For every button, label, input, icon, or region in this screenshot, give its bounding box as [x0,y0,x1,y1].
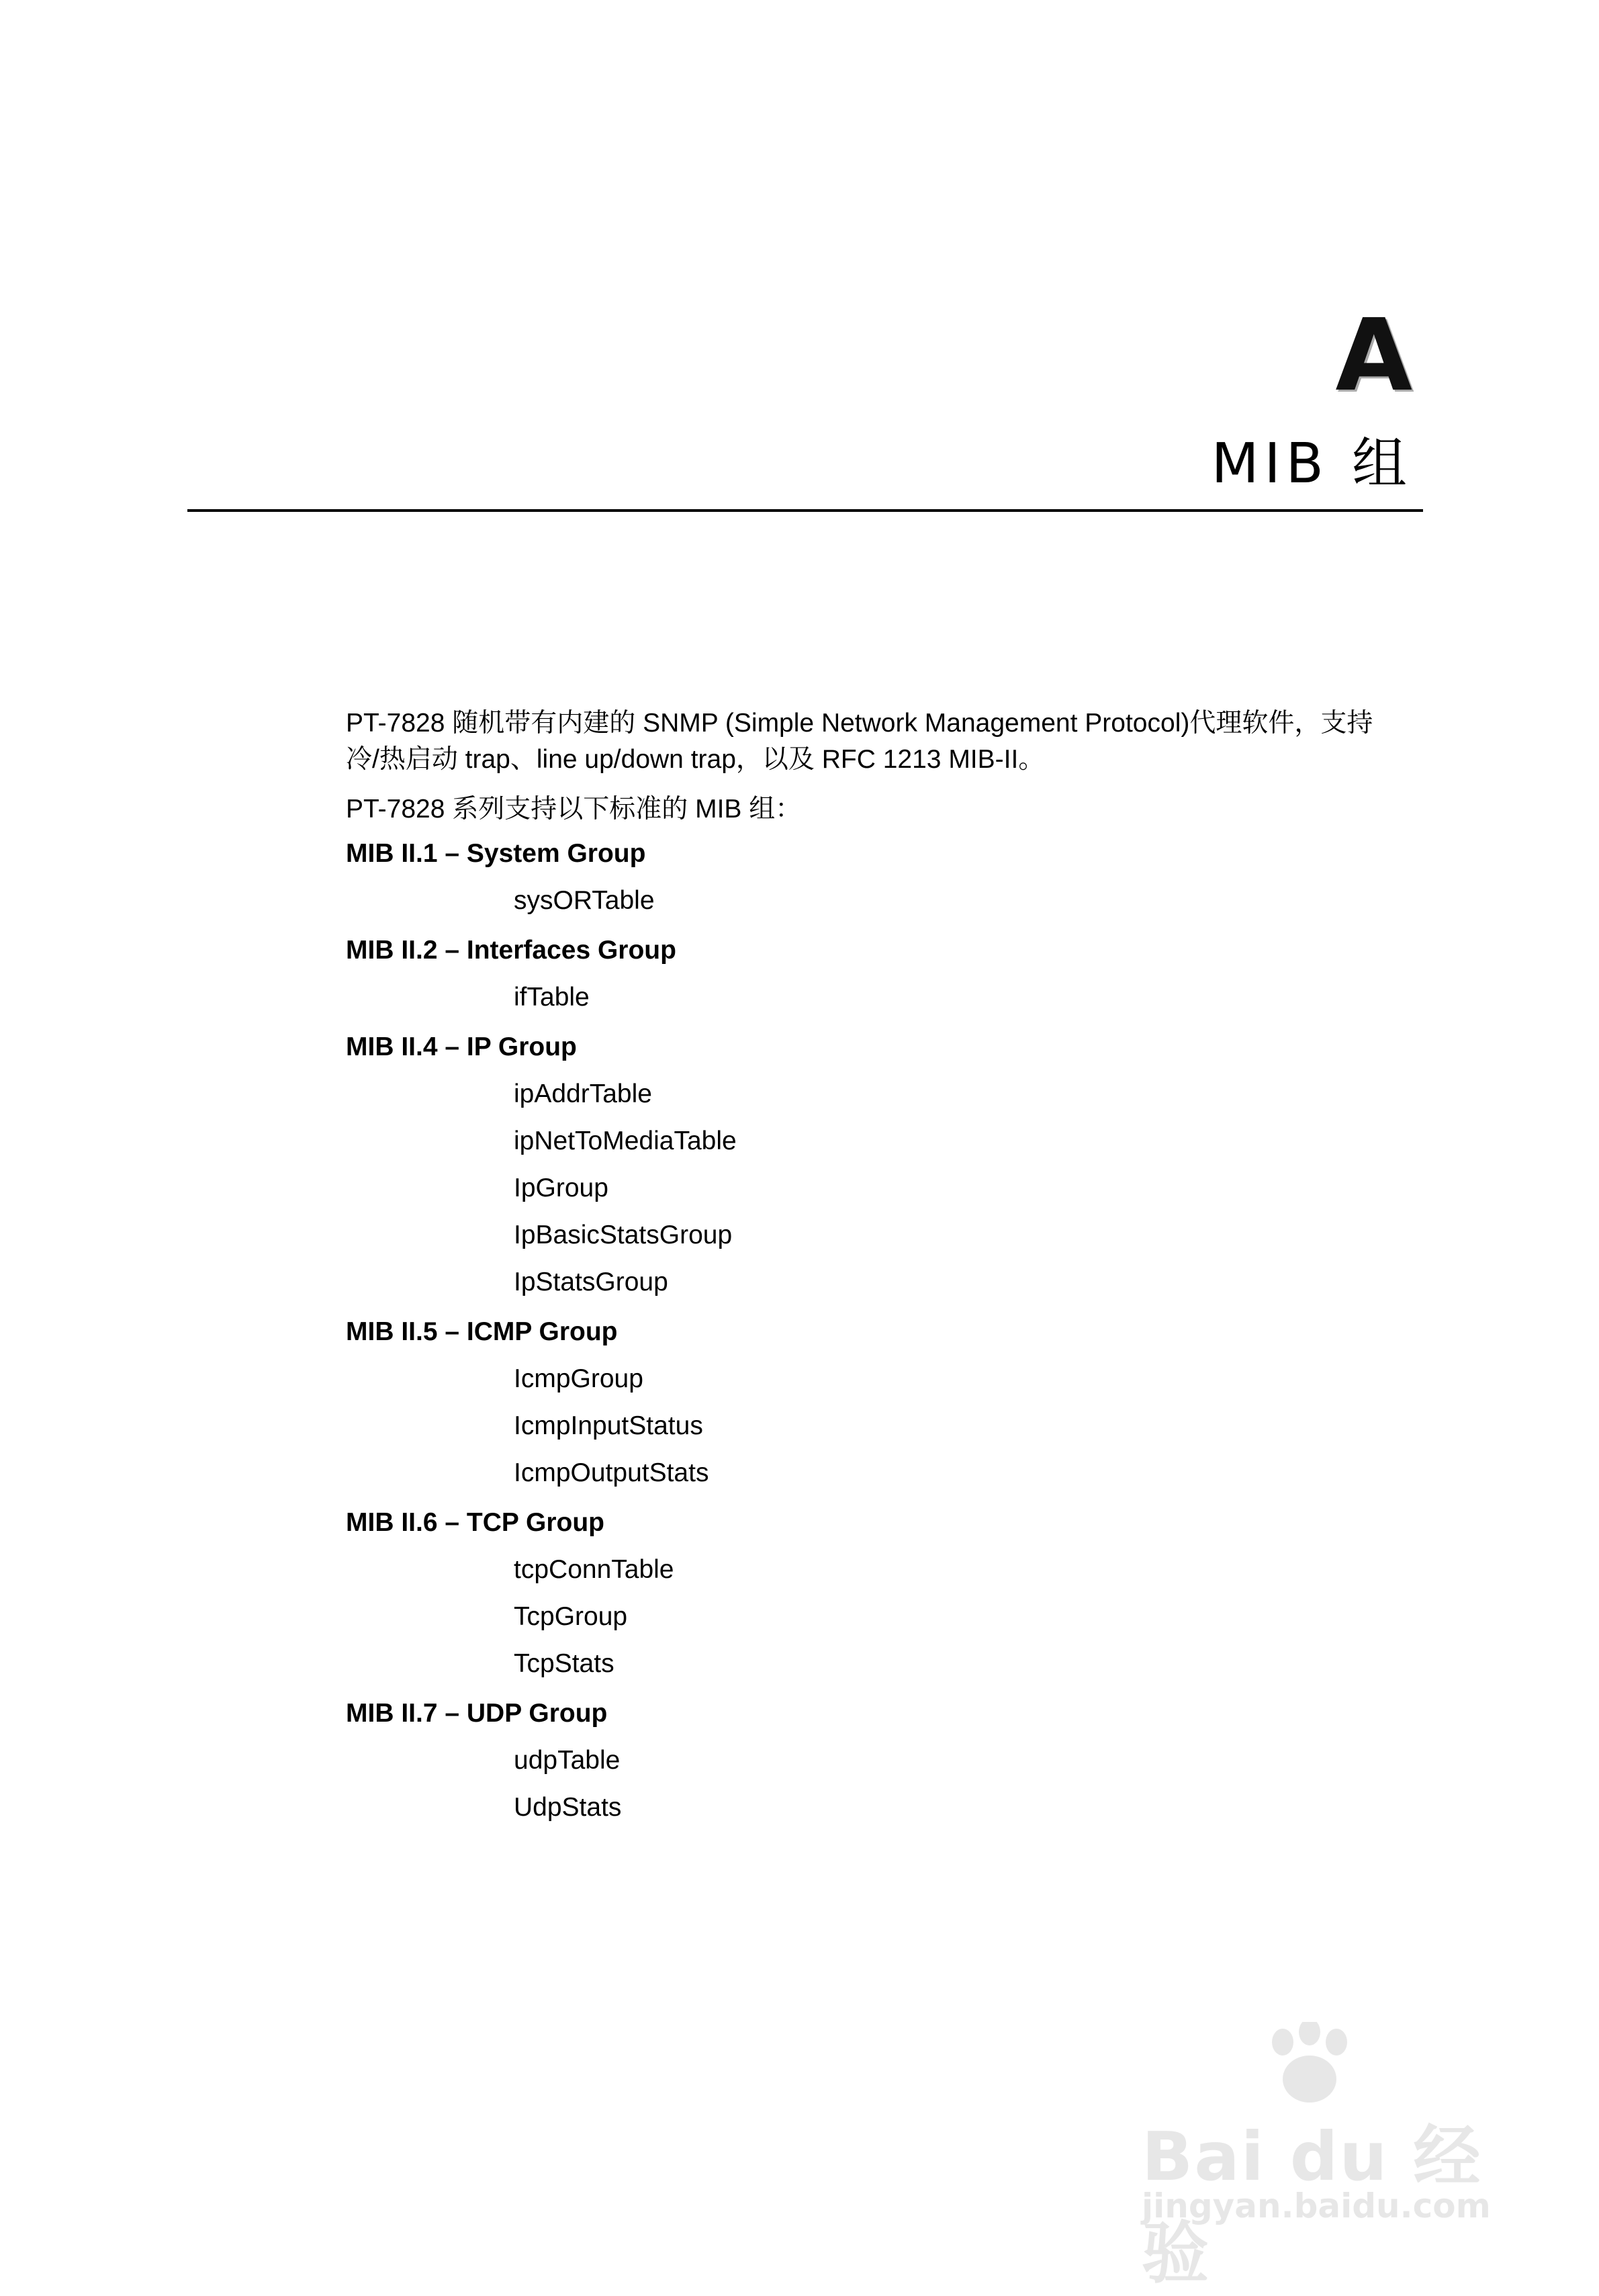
mib-group [346,1024,1420,1306]
paw-icon [1263,2022,1357,2109]
mib-item: IcmpInputStatus [514,1411,703,1440]
mib-group-heading: MIB II.1 – System Group [346,839,646,868]
appendix-letter: A [1335,298,1412,413]
mib-group-heading: MIB II.5 – ICMP Group [346,1317,618,1346]
intro-paragraph [346,705,1420,778]
mib-group [346,1499,1420,1687]
mib-item: udpTable [514,1746,621,1775]
mib-group-heading: MIB II.4 – IP Group [346,1032,577,1061]
mib-group [346,1690,1420,1831]
mib-item: IcmpGroup [514,1364,643,1393]
mib-group [346,927,1420,1021]
page-content [346,705,1420,1831]
intro-line-1: PT-7828 随机带有内建的 SNMP (Simple Network Management Protocol)代理软件，支持 [346,709,1373,738]
mib-item: sysORTable [514,886,655,915]
mib-item: TcpGroup [514,1602,628,1631]
chapter-title: MIB 组 [1211,432,1412,496]
watermark-brand: Bai du 经验 [1142,2117,1482,2293]
mib-group-heading: MIB II.6 – TCP Group [346,1508,604,1537]
mib-item: ipNetToMediaTable [514,1127,737,1155]
mib-item: tcpConnTable [514,1555,674,1584]
mib-item: TcpStats [514,1649,614,1678]
mib-group-heading: MIB II.2 – Interfaces Group [346,936,676,965]
intro-line-2: 冷/热启动 trap、line up/down trap，以及 RFC 1213 MIB-II。 [346,745,1045,774]
mib-item: IpGroup [514,1174,608,1202]
title-divider [187,509,1423,512]
mib-group-heading: MIB II.7 – UDP Group [346,1699,608,1728]
watermark-url: jingyan.baidu.com [1142,2187,1491,2225]
mib-item: ipAddrTable [514,1079,652,1108]
baidu-jingyan-watermark [1142,2022,1518,2293]
mib-group [346,1309,1420,1497]
mib-item: IpBasicStatsGroup [514,1221,733,1249]
mib-group [346,830,1420,924]
mib-item: UdpStats [514,1793,622,1822]
mib-item: ifTable [514,983,590,1012]
mib-item: IcmpOutputStats [514,1458,709,1487]
mib-item: IpStatsGroup [514,1268,668,1296]
supported-mib-intro: PT-7828 系列支持以下标准的 MIB 组： [346,795,802,824]
